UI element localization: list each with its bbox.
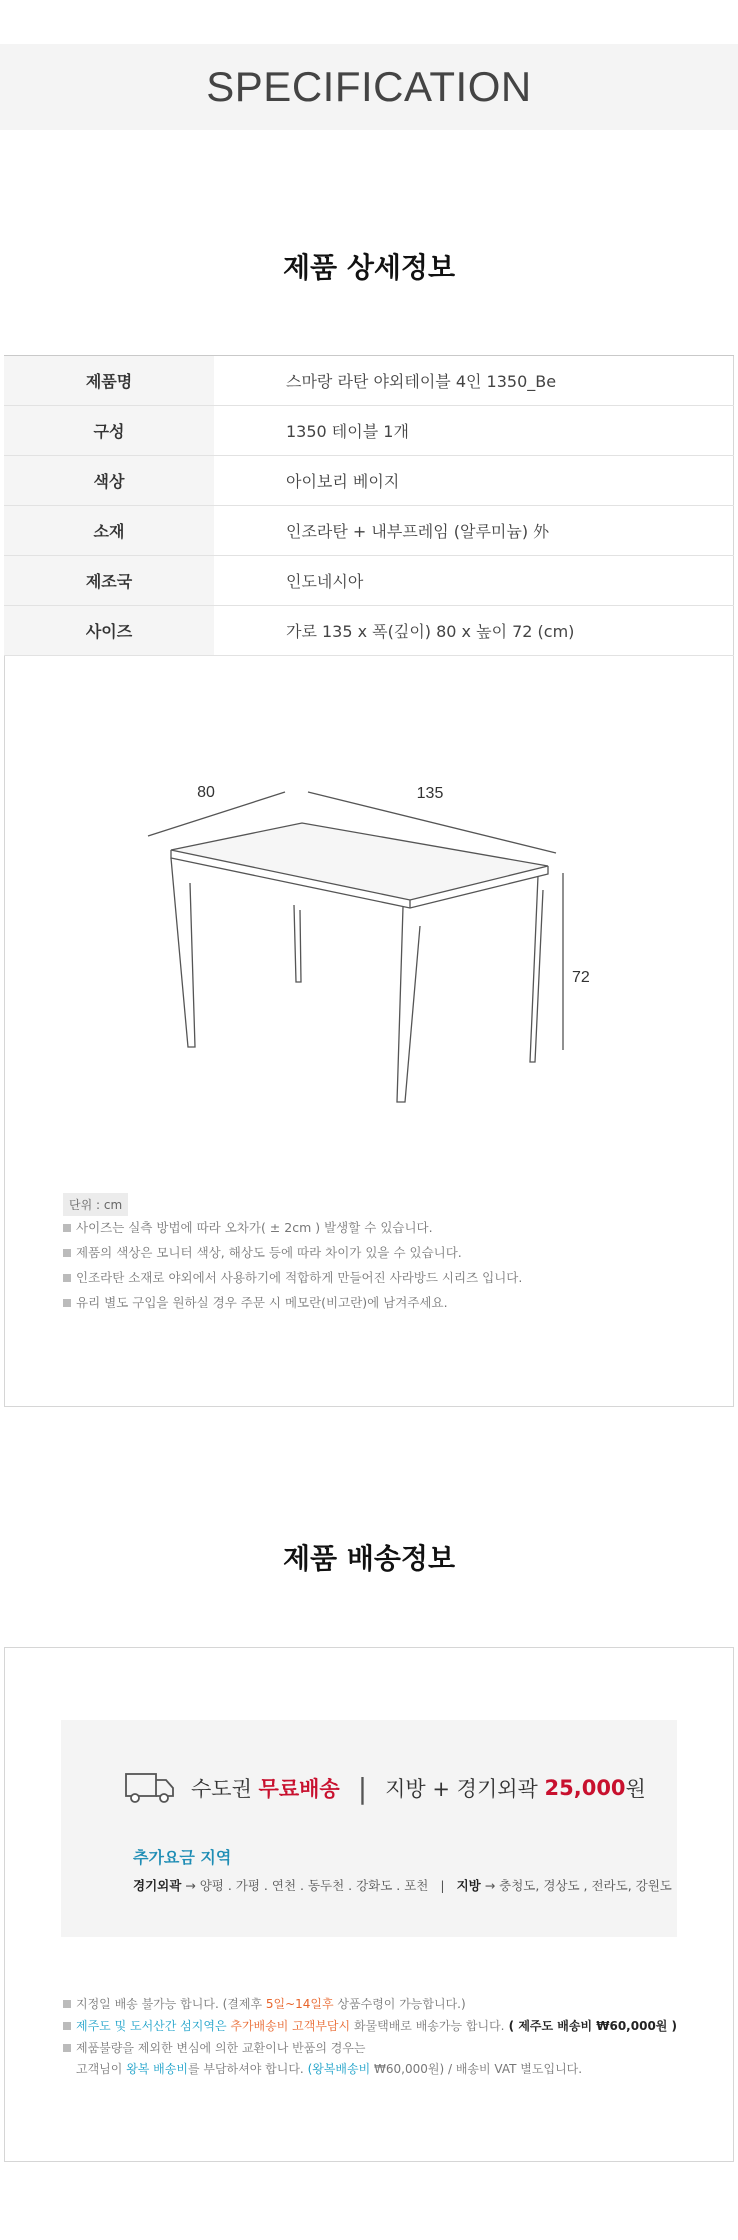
table-row <box>4 356 734 406</box>
divider: | <box>357 1771 368 1805</box>
height-label: 72 <box>572 969 590 986</box>
table-row <box>4 506 734 556</box>
delivery-note-2: 제주도 및 도서산간 섬지역은 추가배송비 고객부담시 화물택배로 배송가능 합니다. ( 제주도 배송비 ₩60,000원 ) <box>63 2017 677 2034</box>
free-shipping-label: 무료배송 <box>258 1777 340 1801</box>
spec-table <box>4 355 734 656</box>
regional-fee: 25,000 <box>544 1776 626 1800</box>
delivery-note-1: 지정일 배송 불가능 합니다. (결제후 5일~14일후 상품수령이 가능합니다.) <box>63 1995 466 2012</box>
capital-area-label: 수도권 <box>191 1777 252 1801</box>
delivery-section-title: 제품 배송정보 <box>282 1542 456 1575</box>
delivery-note-3: 제품불량을 제외한 변심에 의한 교환이나 반품의 경우는 <box>63 2039 366 2056</box>
table-row <box>4 556 734 606</box>
area-divider: | <box>440 1878 445 1893</box>
row-value: 가로 135 x 폭(깊이) 80 x 높이 72 (cm) <box>214 606 734 656</box>
delivery-note-4: 고객님이 왕복 배송비를 부담하셔야 합니다. (왕복배송비 ₩60,000원) / 배송비 VAT 별도입니다. <box>76 2062 583 2076</box>
note-item: 인조라탄 소재로 야외에서 사용하기에 적합하게 만들어진 사라방드 시리즈 입니다. <box>63 1268 522 1286</box>
bullet-icon <box>63 2044 71 2052</box>
table-row <box>4 406 734 456</box>
table-dimension-diagram <box>0 760 738 1140</box>
row-value: 스마랑 라탄 야외테이블 4인 1350_Be <box>214 356 734 406</box>
width-label: 135 <box>416 785 444 802</box>
bullet-icon <box>63 1224 71 1232</box>
note-item: 유리 별도 구입을 원하실 경우 주문 시 메모란(비고란)에 남겨주세요. <box>63 1293 448 1311</box>
regional-label: 지방 + 경기외곽 <box>385 1777 538 1801</box>
extra-charge-title: 추가요금 지역 <box>133 1848 232 1867</box>
row-value: 아이보리 베이지 <box>214 456 734 506</box>
note-item: 제품의 색상은 모니터 색상, 해상도 등에 따라 차이가 있을 수 있습니다. <box>63 1243 462 1261</box>
detail-section-title: 제품 상세정보 <box>282 251 456 284</box>
province-areas: → 충청도, 경상도 , 전라도, 강원도 <box>480 1878 672 1893</box>
unit-badge: 단위 : cm <box>63 1193 128 1216</box>
shipping-fee-line <box>125 1771 646 1805</box>
specification-banner <box>0 44 738 130</box>
row-label: 사이즈 <box>4 606 214 656</box>
bullet-icon <box>63 1249 71 1257</box>
row-label: 제품명 <box>4 356 214 406</box>
row-value: 인조라탄 + 내부프레임 (알루미늄) 外 <box>214 506 734 556</box>
row-value: 1350 테이블 1개 <box>214 406 734 456</box>
row-label: 제조국 <box>4 556 214 606</box>
bullet-icon <box>63 2000 71 2008</box>
note-item: 사이즈는 실측 방법에 따라 오차가( ± 2cm ) 발생할 수 있습니다. <box>63 1218 433 1236</box>
bullet-icon <box>63 1274 71 1282</box>
won-label: 원 <box>625 1777 646 1801</box>
row-value: 인도네시아 <box>214 556 734 606</box>
truck-icon <box>125 1771 175 1805</box>
table-row <box>4 456 734 506</box>
depth-label: 80 <box>197 784 215 801</box>
extra-charge-areas <box>133 1876 672 1894</box>
bullet-icon <box>63 2022 71 2030</box>
table-row <box>4 606 734 656</box>
bullet-icon <box>63 1299 71 1307</box>
banner-title: SPECIFICATION <box>206 63 532 110</box>
gyeonggi-areas: → 양평 . 가평 . 연천 . 동두천 . 강화도 . 포천 <box>181 1878 429 1893</box>
row-label: 색상 <box>4 456 214 506</box>
row-label: 구성 <box>4 406 214 456</box>
gyeonggi-label: 경기외곽 <box>133 1878 182 1893</box>
row-label: 소재 <box>4 506 214 556</box>
province-label: 지방 <box>456 1878 481 1893</box>
shipping-fee-panel <box>61 1720 677 1937</box>
